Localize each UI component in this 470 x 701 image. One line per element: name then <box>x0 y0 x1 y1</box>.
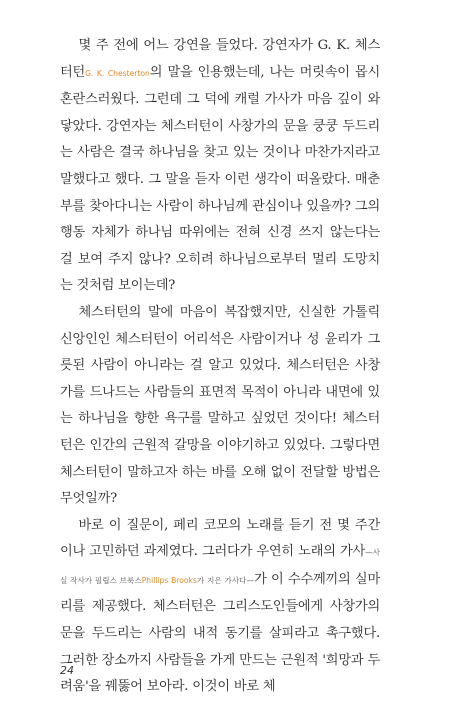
text-run: 의 말을 인용했는데, 나는 머릿속이 몹시 혼란스러웠다. 그런데 그 덕에 캐럴 가사가 마음 깊이 와 닿았다. 강연자는 체스터턴이 사창가의 문을 쿵쿵 두드리는 사람은 결국 하나님을 찾고 있는 것이나 마찬가지라고 말했다고 했다. 그 말을 듣자 이런 생각이 떠올랐다. 매춘부를 찾아다니는 사람이 하나님께 관심이나 있을까? 그의 행동 자체가 하나님 따위에는 전혀 신경 쓰지 않는다는 걸 보여 주지 않나? 오히려 하나님으로부터 멀리 도망치는 것처럼 보이는데? <box>60 64 380 294</box>
text-run: 가 이 수수께끼의 실마리를 제공했다. 체스터턴은 그리스도인들에게 사창가의 문을 두드리는 사람의 내적 동기를 살피라고 촉구했다. 그러한 장소까지 사람들을 가게 만드는 근원적 '희망과 두려움'을 꿰뚫어 보아라. 이것이 바로 체 <box>60 571 380 695</box>
paragraph <box>60 513 380 701</box>
text-run: 바로 이 질문이, 페리 코모의 노래를 듣기 전 몇 주간이나 고민하던 과제였다. 그러다가 우연히 노래의 가사 <box>60 517 380 560</box>
inline-note: 가 지은 가사다— <box>196 575 255 585</box>
body-text <box>60 33 380 701</box>
original-name-note: Phillips Brooks <box>141 575 197 585</box>
inline-note: —사실 작사가 필립스 브룩스 <box>60 548 380 585</box>
paragraph <box>60 300 380 513</box>
text-run: 몇 주 전에 어느 강연을 들었다. 강연자가 G. K. 체스터턴 <box>60 38 380 80</box>
text-run: 체스터턴의 말에 마음이 복잡했지만, 신실한 가톨릭 신앙인인 체스터턴이 어리석은 사람이거나 성 윤리가 그릇된 사람이 아니라는 걸 알고 있었다. 체스터턴은 사창가를 드나드는 사람들의 표면적 목적이 아니라 내면에 있는 하나님을 향한 욕구를 말하고 싶었던 것이다! 체스터턴은 인간의 근원적 갈망을 이야기하고 있었다. 그렇다면 체스터턴이 말하고자 하는 바를 오해 없이 전달할 방법은 무엇일까? <box>60 304 380 507</box>
paragraph <box>60 33 380 300</box>
original-name-note: G. K. Chesterton <box>85 68 150 78</box>
page-number: 24 <box>60 664 74 677</box>
